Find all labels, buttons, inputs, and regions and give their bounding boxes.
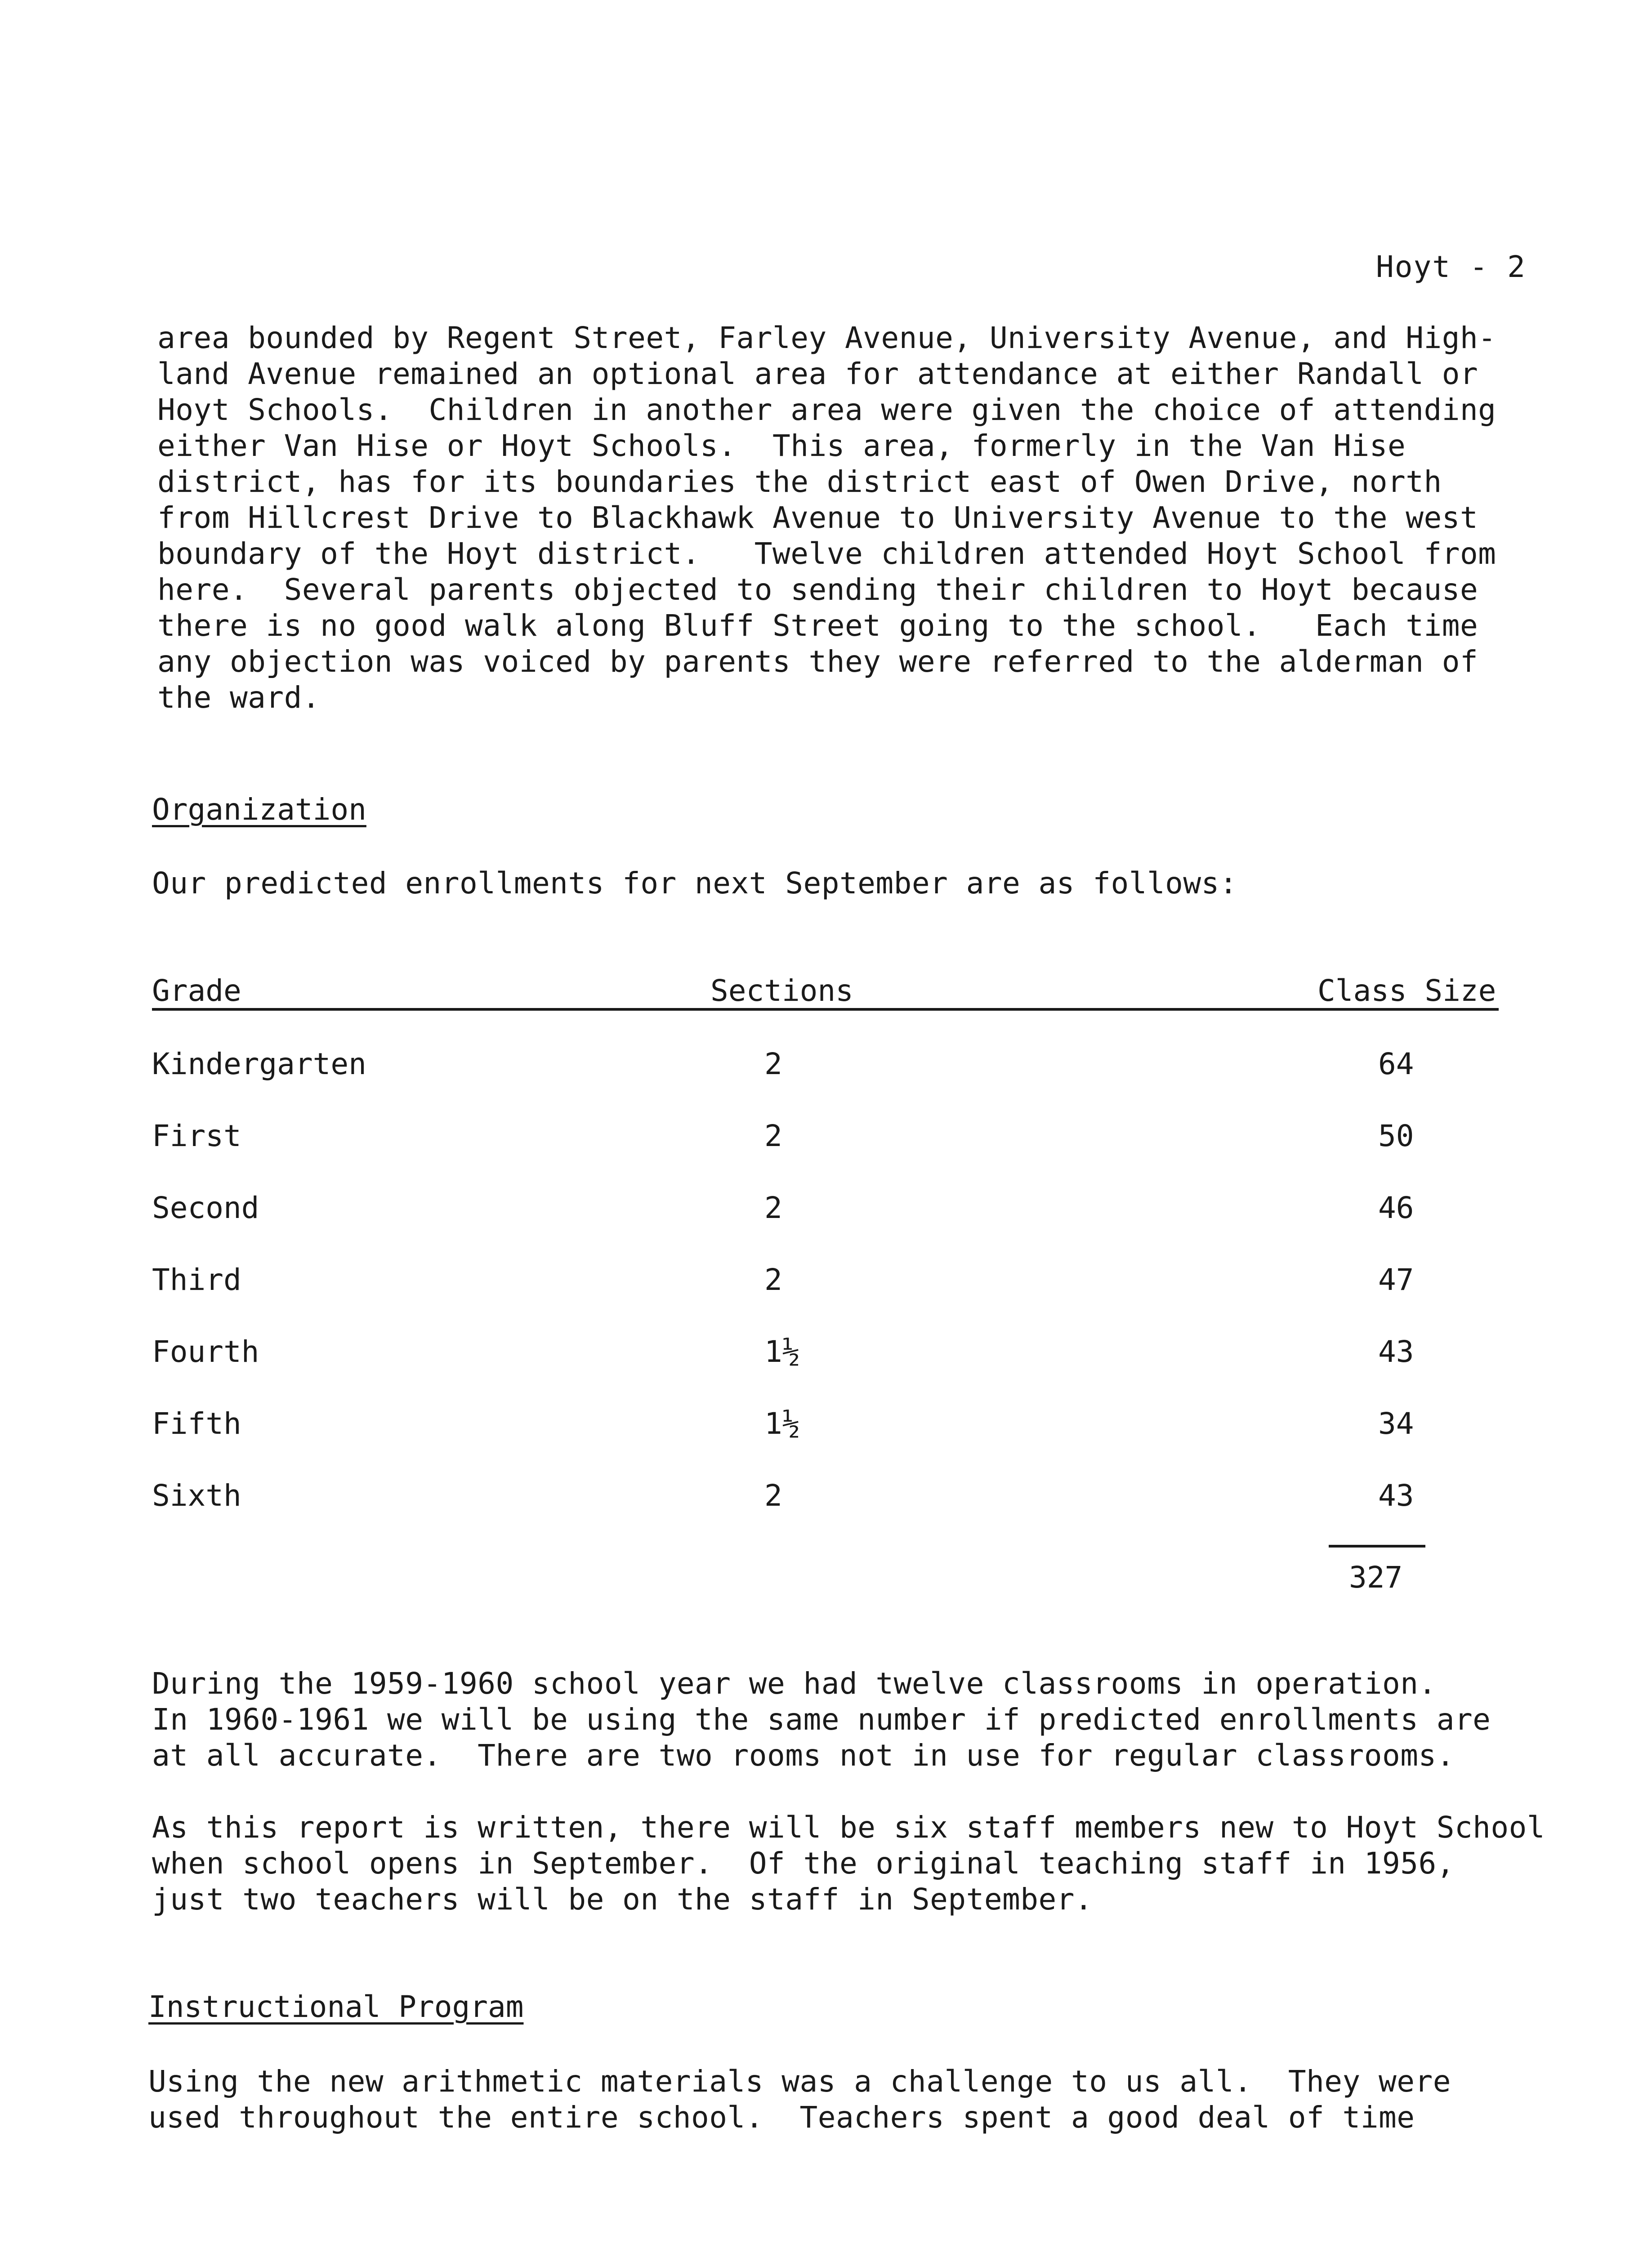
class-size-cell: 34 (1378, 1406, 1414, 1441)
total-rule (1329, 1545, 1425, 1548)
class-size-cell: 50 (1378, 1119, 1414, 1153)
sections-cell: 1½ (764, 1406, 800, 1441)
class-size-cell: 46 (1378, 1191, 1414, 1225)
class-size-cell: 64 (1378, 1047, 1414, 1081)
page-header: Hoyt - 2 (1376, 250, 1526, 284)
table-row (0, 1478, 1652, 1514)
organization-heading: Organization (152, 792, 366, 827)
column-header-sections: Sections (710, 973, 853, 1008)
class-size-total: 327 (1349, 1560, 1403, 1595)
class-size-cell: 43 (1378, 1478, 1414, 1513)
instructional-program-paragraph: Using the new arithmetic materials was a challenge to us all. They were used throughout the entire school. Teachers spent a good deal of time (148, 2064, 1451, 2135)
sections-cell: 2 (764, 1047, 782, 1081)
class-size-cell: 43 (1378, 1334, 1414, 1369)
enrollment-intro: Our predicted enrollments for next September are as follows: (152, 866, 1238, 901)
header-rule (152, 1008, 1499, 1011)
grade-cell: Third (152, 1262, 241, 1297)
grade-cell: Fifth (152, 1406, 241, 1441)
table-row (0, 1047, 1652, 1083)
column-header-class-size: Class Size (1317, 973, 1496, 1008)
sections-cell: 1½ (764, 1334, 800, 1369)
sections-cell: 2 (764, 1262, 782, 1297)
table-row (0, 1262, 1652, 1298)
grade-cell: Fourth (152, 1334, 259, 1369)
table-row (0, 1334, 1652, 1370)
table-row (0, 1119, 1652, 1155)
grade-cell: Kindergarten (152, 1047, 366, 1081)
grade-cell: Second (152, 1191, 259, 1225)
sections-cell: 2 (764, 1191, 782, 1225)
classrooms-paragraph: During the 1959-1960 school year we had twelve classrooms in operation. In 1960-1961 we will be using the same number if predicted enrollments are at all accurate. There are two rooms not in use for regular classrooms. (152, 1666, 1491, 1773)
instructional-program-heading: Instructional Program (148, 1989, 524, 2024)
class-size-cell: 47 (1378, 1262, 1414, 1297)
intro-paragraph: area bounded by Regent Street, Farley Avenue, University Avenue, and High- land Avenue remained an optional area for attendance at either Randall or Hoyt Schools. Children in another area were given the choice of attending either Van Hise or Hoyt Schools. This area, formerly in the Van Hise district, has for its boundaries the district east of Owen Drive, north from Hillcrest Drive to Blackhawk Avenue to University Avenue to the west boundary of the Hoyt district. Twelve children attended Hoyt School from here. Several parents objected to sending their children to Hoyt because there is no good walk along Bluff Street going to the school. Each time any objection was voiced by parents they were referred to the alderman of the ward. (157, 321, 1496, 715)
sections-cell: 2 (764, 1119, 782, 1153)
grade-cell: First (152, 1119, 241, 1153)
table-row (0, 1191, 1652, 1227)
table-row (0, 1406, 1652, 1442)
sections-cell: 2 (764, 1478, 782, 1513)
staff-paragraph: As this report is written, there will be six staff members new to Hoyt School when school opens in September. Of the original teaching staff in 1956, just two teachers will be on the staff in September. (152, 1810, 1545, 1917)
column-header-grade: Grade (152, 973, 241, 1008)
grade-cell: Sixth (152, 1478, 241, 1513)
